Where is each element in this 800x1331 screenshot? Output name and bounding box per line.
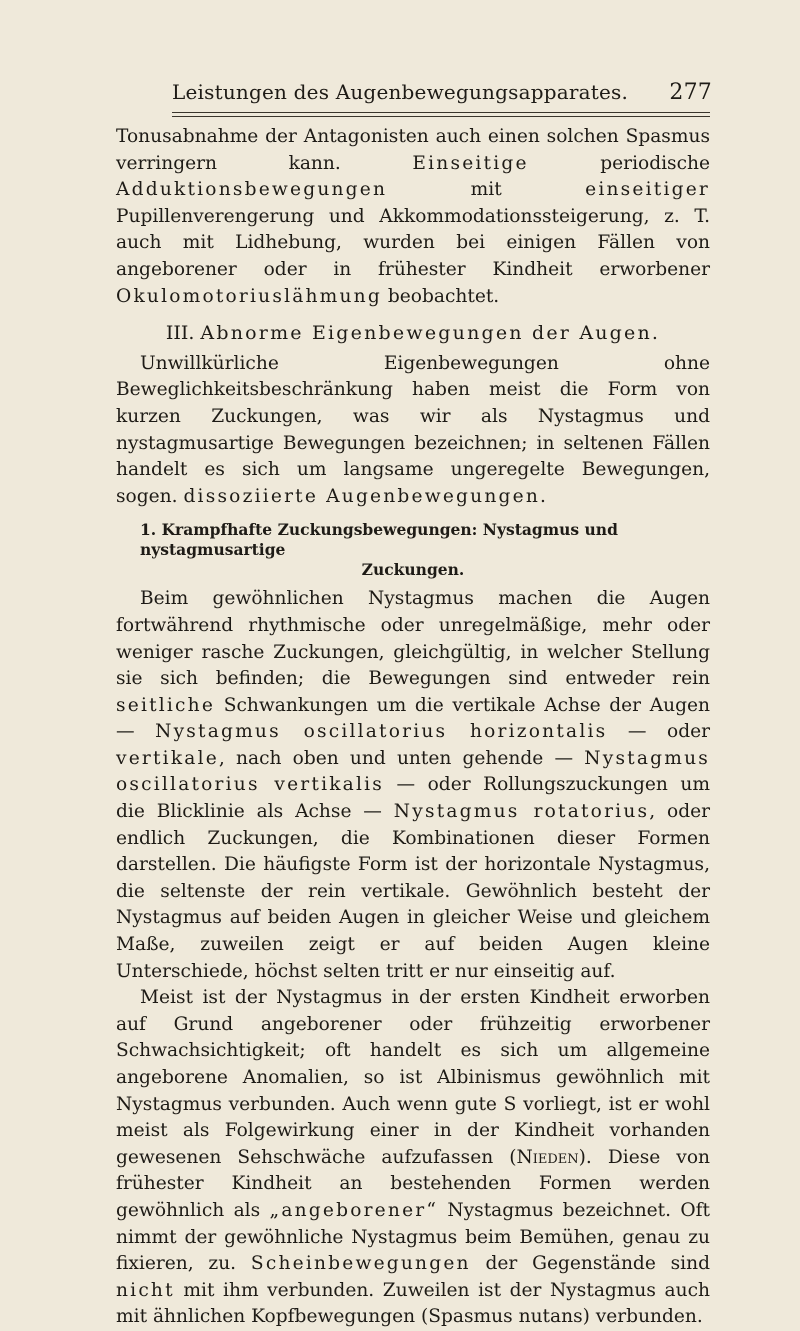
header-rule bbox=[172, 112, 710, 113]
subsection-heading: 1. Krampfhafte Zuckungsbewegungen: Nystagmus und nystagmusartige bbox=[140, 520, 618, 560]
running-title: Leistungen des Augenbewegungsapparates. bbox=[172, 80, 629, 104]
paragraph-1: Tonusabnahme der Antagonisten auch einen solchen Spasmus verringern kann. Einseitige periodische Adduktionsbewegungen mit einseitiger Pupillenverengerung und Akkommodationssteigerung, z. T. auch mit Lidhebung, wurden bei einigen Fällen von angeborener oder in frühester Kindheit erworbener Okulomotoriuslähmung beobachtet. bbox=[116, 126, 710, 307]
page-number: 277 bbox=[669, 80, 712, 105]
header-rule-thin bbox=[172, 116, 710, 117]
paragraph-2: Unwillkürliche Eigenbewegungen ohne Beweglichkeitsbeschränkung haben meist die Form von kurzen Zuckungen, was wir als Nystagmus und nystagmusartige Bewegungen bezeichnen; in seltenen Fällen handelt es sich um langsame ungeregelte Bewegungen, sogen. dissoziierte Augenbewegungen. bbox=[116, 352, 710, 507]
subsection-heading-cont: Zuckungen. bbox=[361, 560, 465, 580]
section-heading: III. Abnorme Eigenbewegungen der Augen. bbox=[165, 322, 661, 345]
body-text bbox=[116, 124, 710, 1331]
paragraph-3: Beim gewöhnlichen Nystagmus machen die Augen fortwährend rhythmische oder unregelmäßige, mehr oder weniger rasche Zuckungen, gleichgültig, in welcher Stellung sie sich befinden; die Bewegungen sind entweder rein seitliche Schwankungen um die vertikale Achse der Augen — Nystagmus oscillatorius horizontalis — oder vertikale, nach oben und unten gehende — Nystagmus oscillatorius vertikalis — oder Rollungszuckungen um die Blicklinie als Achse — Nystagmus rotatorius, oder endlich Zuckungen, die Kombinationen dieser Formen darstellen. Die häufigste Form ist der horizontale Nystagmus, die seltenste der rein vertikale. Gewöhnlich besteht der Nystagmus auf beiden Augen in gleicher Weise und gleichem Maße, zuweilen zeigt er auf beiden Augen kleine Unterschiede, höchst selten tritt er nur einseitig auf. bbox=[116, 588, 710, 982]
paragraph-4: Meist ist der Nystagmus in der ersten Kindheit erworben auf Grund angeborener oder frühzeitig erworbener Schwachsichtigkeit; oft handelt es sich um allgemeine angeborene Anomalien, so ist Albinismus gewöhnlich mit Nystagmus verbunden. Auch wenn gute S vorliegt, ist er wohl meist als Folgewirkung einer in der Kindheit vorhanden gewesenen Sehschwäche aufzufassen (Nieden). Diese von frühester Kindheit an bestehenden Formen werden gewöhnlich als „angeborener“ Nystagmus bezeichnet. Oft nimmt der gewöhnliche Nystagmus beim Bemühen, genau zu fixieren, zu. Scheinbewegungen der Gegenstände sind nicht mit ihm verbunden. Zuweilen ist der Nystagmus auch mit ähnlichen Kopfbewegungen (Spasmus nutans) verbunden. bbox=[116, 987, 710, 1328]
